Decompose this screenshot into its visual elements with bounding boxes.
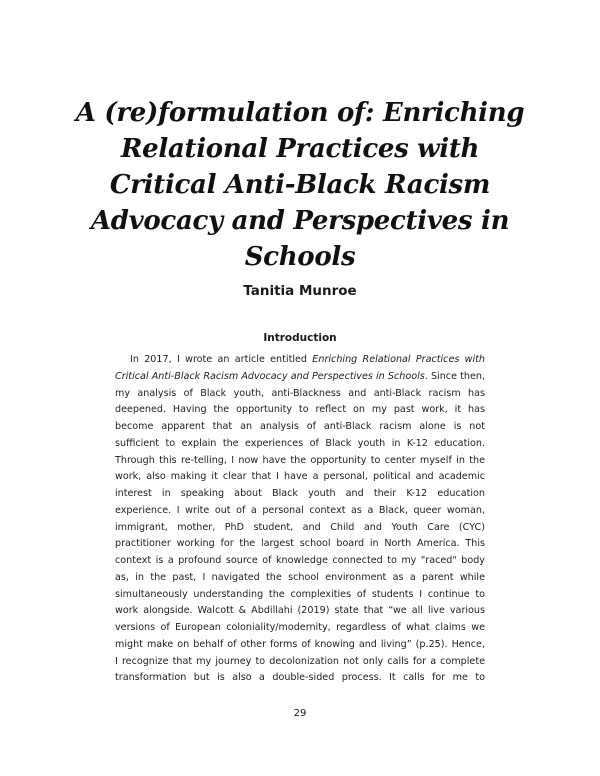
section-heading: Introduction	[263, 332, 337, 344]
text-line: deepened. Having the opportunity to reflect on my past work, it has	[115, 404, 485, 416]
text-line: become apparent that an analysis of anti-Black racism alone is not	[115, 421, 485, 432]
title-line: Schools	[244, 242, 356, 273]
text-line: might make on behalf of other forms of knowing and living” (p.25). Hence,	[115, 638, 485, 650]
text-line: versions of European coloniality/modernity, regardless of what claims we	[115, 622, 485, 633]
chapter-title	[60, 95, 540, 275]
body-paragraph	[115, 352, 485, 687]
text-line: Critical Anti-Black Racism Advocacy and Perspectives in Schools. Since then,	[115, 370, 485, 382]
text-line: context is a profound source of knowledge connected to my "raced" body	[115, 555, 485, 566]
page-number: 29	[293, 708, 307, 719]
title-line: A (re)formulation of: Enriching	[75, 98, 525, 129]
text-line: experience. I write out of a personal context as a Black, queer woman,	[115, 504, 485, 516]
title-line: Relational Practices with	[120, 134, 480, 165]
text-line: practitioner working for the largest school board in North America. This	[115, 538, 485, 550]
text-line: simultaneously understanding the complexities of students I continue to	[115, 588, 485, 600]
text-line: Through this re-telling, I now have the opportunity to center myself in the	[115, 454, 485, 466]
text-line: sufficient to explain the experiences of Black youth in K-12 education.	[115, 437, 485, 449]
text-line: I recognize that my journey to decolonization not only calls for a complete	[115, 655, 485, 667]
text-line: interest in speaking about Black youth and their K-12 education	[115, 488, 485, 499]
title-line: Critical Anti-Black Racism	[109, 170, 491, 201]
text-line: transformation but is also a double-sided process. It calls for me to	[115, 672, 485, 684]
text-line: work, also making it clear that I have a personal, political and academic	[115, 471, 485, 483]
text-line: my analysis of Black youth, anti-Blackness and anti-Black racism has	[115, 387, 485, 399]
text-line: work alongside. Walcott & Abdillahi (2019) state that “we all live various	[115, 605, 485, 617]
title-line: Advocacy and Perspectives in	[90, 206, 510, 237]
text-line: immigrant, mother, PhD student, and Child and Youth Care (CYC)	[115, 521, 485, 533]
text-line: as, in the past, I navigated the school environment as a parent while	[115, 571, 485, 583]
author-name: Tanitia Munroe	[243, 283, 357, 299]
text-line: In 2017, I wrote an article entitled Enriching Relational Practices with	[130, 354, 485, 365]
